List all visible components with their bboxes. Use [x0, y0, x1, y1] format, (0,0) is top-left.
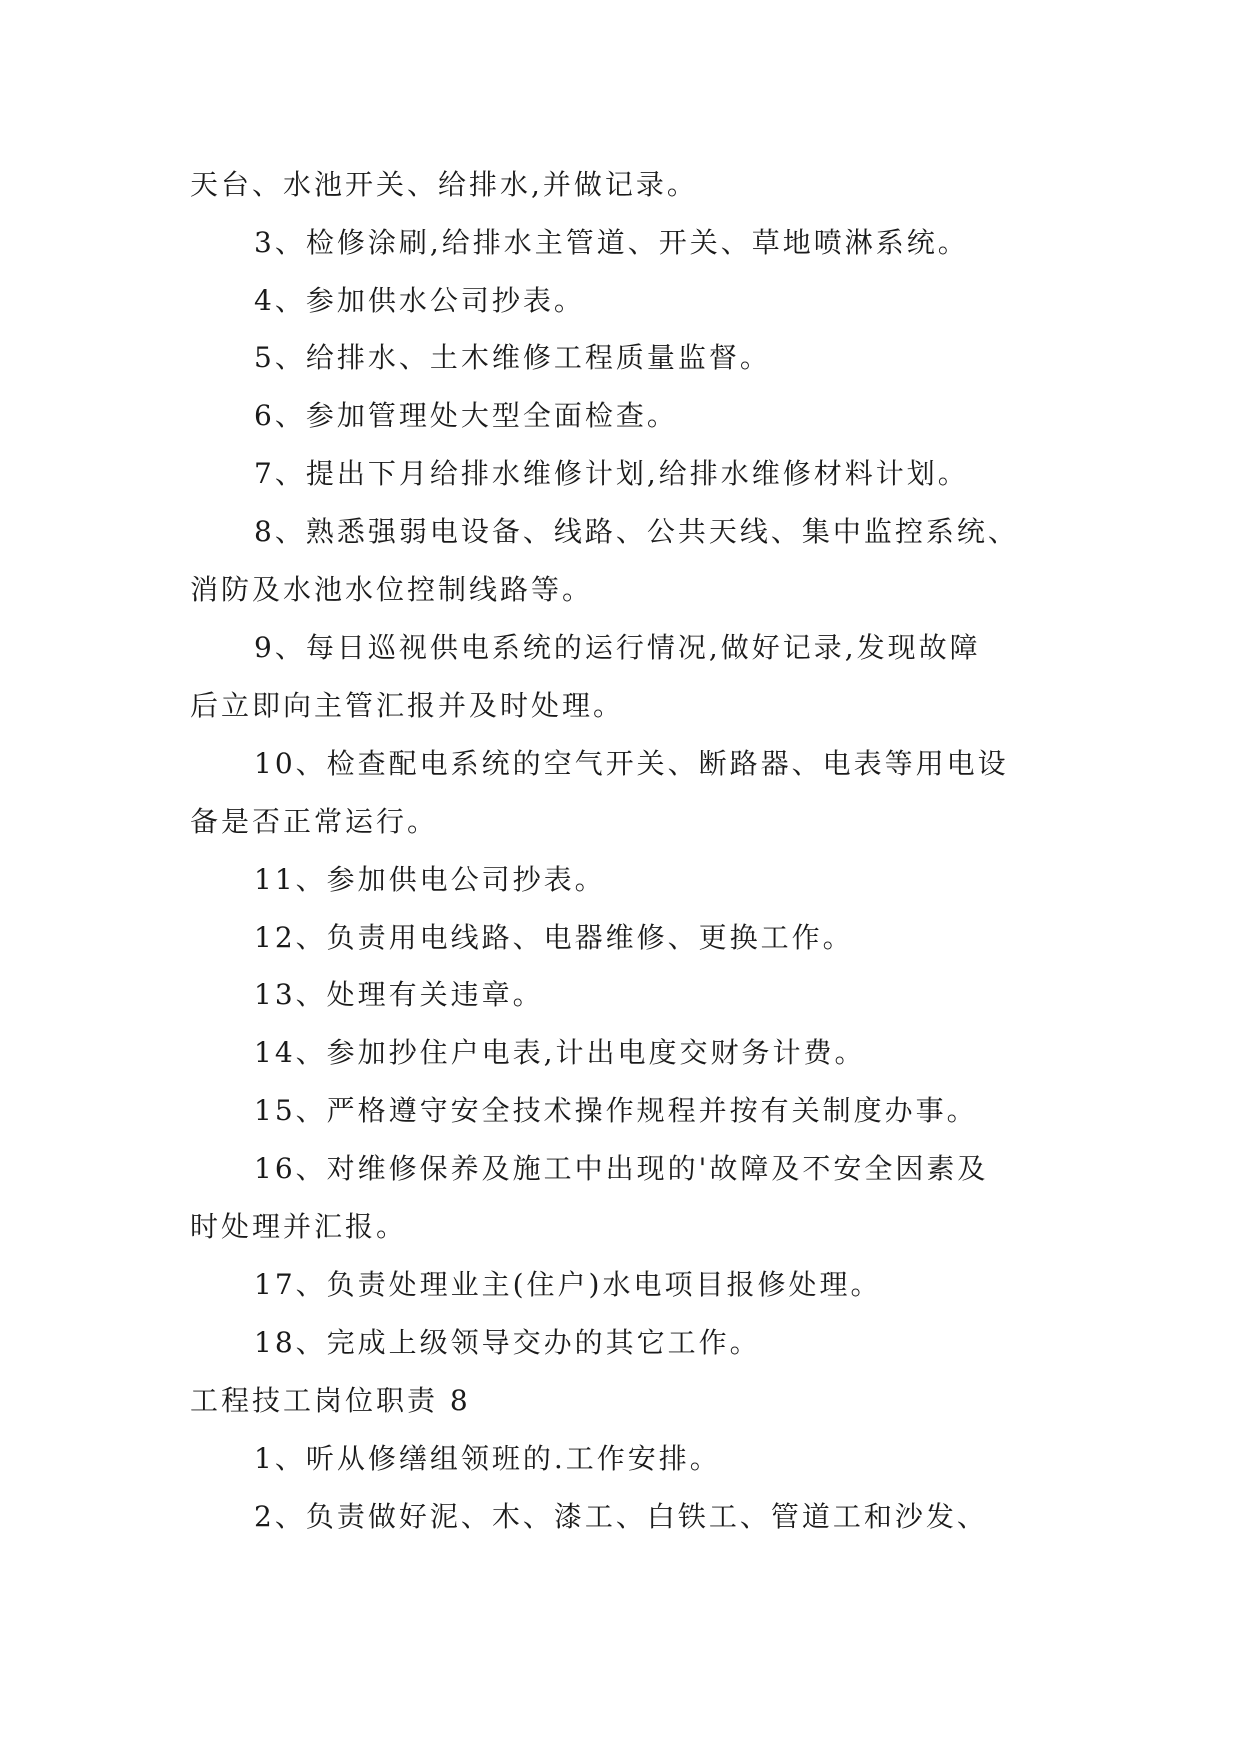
text-line: 备是否正常运行。 — [190, 805, 439, 838]
list-item: 16、对维修保养及施工中出现的'故障及不安全因素及 — [254, 1152, 989, 1185]
list-item: 4、参加供水公司抄表。 — [254, 284, 585, 317]
list-item: 13、处理有关违章。 — [254, 978, 544, 1011]
list-item: 11、参加供电公司抄表。 — [254, 863, 606, 896]
text-line: 消防及水池水位控制线路等。 — [190, 573, 594, 606]
list-item: 17、负责处理业主(住户)水电项目报修处理。 — [254, 1268, 882, 1301]
text-line: 后立即向主管汇报并及时处理。 — [190, 689, 625, 722]
list-item: 8、熟悉强弱电设备、线路、公共天线、集中监控系统、 — [254, 515, 1019, 548]
text-line: 天台、水池开关、给排水,并做记录。 — [190, 168, 698, 201]
list-item: 7、提出下月给排水维修计划,给排水维修材料计划。 — [254, 457, 969, 490]
list-item: 15、严格遵守安全技术操作规程并按有关制度办事。 — [254, 1094, 978, 1127]
list-item: 5、给排水、土木维修工程质量监督。 — [254, 341, 771, 374]
list-item: 10、检查配电系统的空气开关、断路器、电表等用电设 — [254, 747, 1009, 780]
list-item: 12、负责用电线路、电器维修、更换工作。 — [254, 921, 854, 954]
section-heading: 工程技工岗位职责 8 — [190, 1384, 471, 1417]
list-item: 14、参加抄住户电表,计出电度交财务计费。 — [254, 1036, 866, 1069]
list-item: 1、听从修缮组领班的.工作安排。 — [254, 1442, 721, 1475]
list-item: 9、每日巡视供电系统的运行情况,做好记录,发现故障 — [254, 631, 981, 664]
list-item: 3、检修涂刷,给排水主管道、开关、草地喷淋系统。 — [254, 226, 969, 259]
list-item: 18、完成上级领导交办的其它工作。 — [254, 1326, 761, 1359]
text-line: 时处理并汇报。 — [190, 1210, 408, 1243]
list-item: 2、负责做好泥、木、漆工、白铁工、管道工和沙发、 — [254, 1500, 988, 1533]
list-item: 6、参加管理处大型全面检查。 — [254, 399, 678, 432]
